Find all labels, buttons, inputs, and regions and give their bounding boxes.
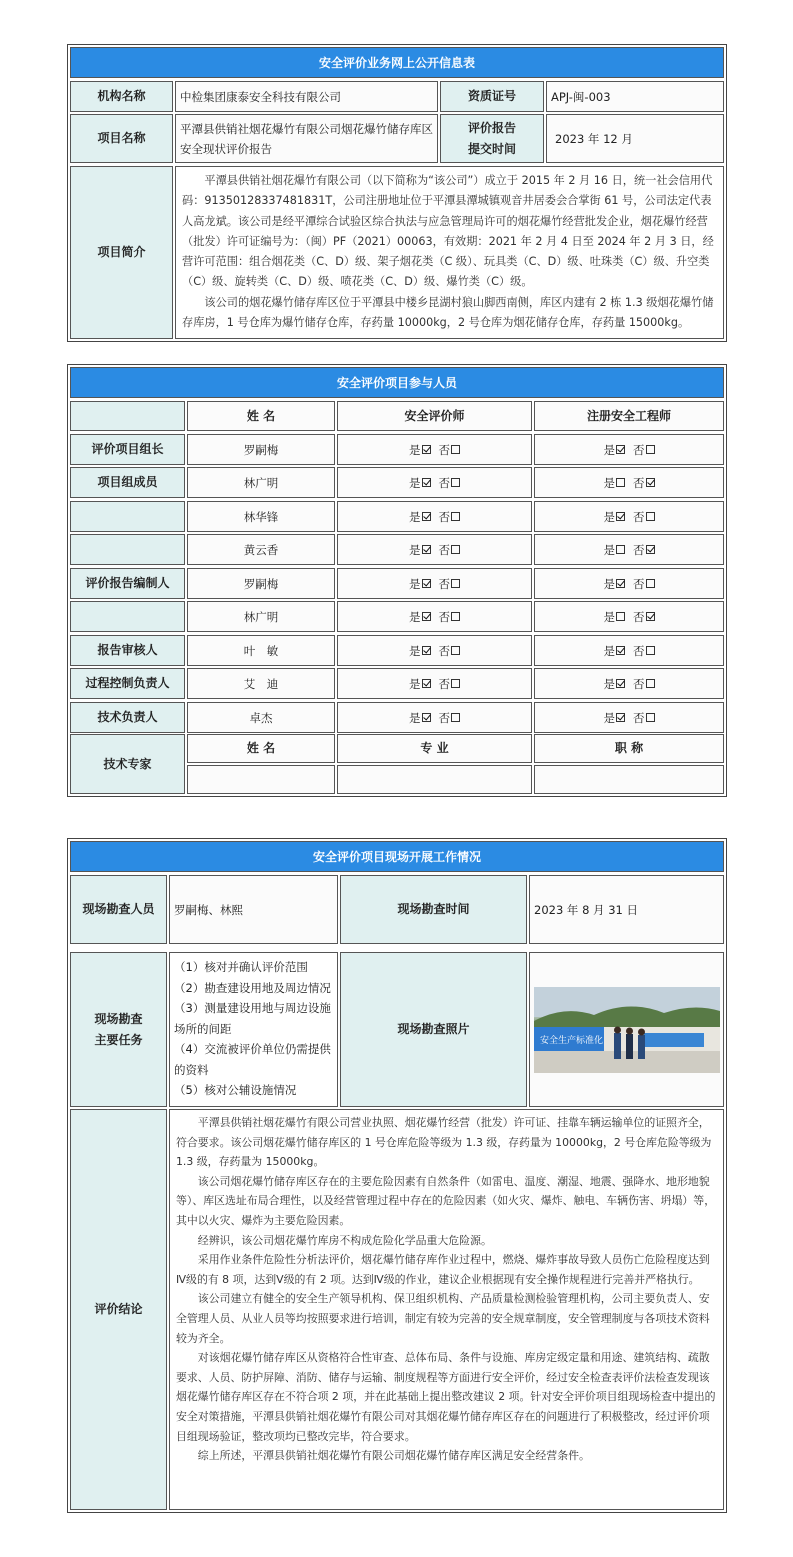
- evaluator-check-cell: [337, 568, 532, 599]
- checkbox-icon: [646, 713, 655, 722]
- checkbox-icon: [616, 478, 625, 487]
- checkbox-icon: [451, 445, 460, 454]
- report-time-label: [440, 114, 544, 163]
- checkbox-icon: [422, 713, 431, 722]
- role-cell: 技术负责人: [70, 702, 185, 733]
- no-label: 否: [633, 676, 645, 691]
- engineer-check-cell: [534, 501, 724, 532]
- evaluator-check-cell: [337, 702, 532, 733]
- expert-label: 技术专家: [70, 734, 185, 794]
- personnel-table: [67, 364, 727, 797]
- no-label: 否: [438, 643, 450, 658]
- conclusion-paragraph: 平潭县供销社烟花爆竹有限公司营业执照、烟花爆竹经营（批发）许可证、挂靠车辆运输单位的证照齐全，符合要求。该公司烟花爆竹储存库区的 1 号仓库危险等级为 1.3 级，存药量为 10000kg，2 号仓库危险等级为 1.3 级，存药量为 15000kg。: [176, 1116, 712, 1169]
- evaluator-check-cell: [337, 668, 532, 699]
- person-name-cell: 卓杰: [187, 702, 335, 733]
- evaluator-check-cell: [337, 434, 532, 465]
- photo-banner-text: 安全生产标准化: [540, 1036, 604, 1046]
- conclusion-paragraph: 综上所述，平潭县供销社烟花爆竹有限公司烟花爆竹储存库区满足安全经营条件。: [197, 1449, 590, 1463]
- no-label: 否: [438, 542, 450, 557]
- yes-label: 是: [603, 643, 615, 658]
- checkbox-icon: [451, 713, 460, 722]
- cert-label: 资质证号: [440, 81, 544, 112]
- evaluator-check-cell: [337, 501, 532, 532]
- checkbox-icon: [646, 545, 655, 554]
- checkbox-icon: [451, 512, 460, 521]
- person-name-cell: 艾 迪: [187, 668, 335, 699]
- role-cell: [70, 601, 185, 632]
- role-cell: [70, 501, 185, 532]
- evaluator-check-cell: [337, 467, 532, 498]
- role-cell: 报告审核人: [70, 635, 185, 666]
- checkbox-icon: [422, 679, 431, 688]
- tasks-label-line1: 现场勘查: [94, 1011, 143, 1026]
- yes-label: 是: [603, 710, 615, 725]
- tasks-label-line2: 主要任务: [94, 1032, 143, 1047]
- role-cell: 项目组成员: [70, 467, 185, 498]
- conclusion-paragraph: 对该烟花爆竹储存库区从资格符合性审查、总体布局、条件与设施、库房定级定量和用途、建筑结构、疏散要求、人员、防护屏障、消防、储存与运输、制度规程等方面进行安全评价，经过安全检查表评价法检查发现该烟花爆竹储存库区存在不符合项 2 项，并在此基础上提出整改建议 2 项。针对安全评价项目组现场检查中提出的安全对策措施，平潭县供销社烟花爆竹有限公司对其烟花爆竹储存库区存在的问题进行了积极整改，经过评价项目组现场验证，整改项均已整改完毕，符合要求。: [176, 1351, 716, 1443]
- survey-time-value: 2023 年 8 月 31 日: [529, 875, 724, 944]
- role-cell: 评价报告编制人: [70, 568, 185, 599]
- engineer-check-cell: [534, 534, 724, 565]
- checkbox-icon: [616, 713, 625, 722]
- yes-label: 是: [409, 710, 421, 725]
- engineer-check-cell: [534, 635, 724, 666]
- expert-name-value: [187, 765, 335, 794]
- survey-people-label: 现场勘查人员: [70, 875, 167, 944]
- checkbox-icon: [616, 646, 625, 655]
- no-label: 否: [633, 475, 645, 490]
- yes-label: 是: [409, 509, 421, 524]
- no-label: 否: [438, 509, 450, 524]
- col-evaluator-header: 安全评价师: [337, 401, 532, 431]
- yes-label: 是: [409, 576, 421, 591]
- expert-col-title: 职 称: [534, 734, 724, 763]
- checkbox-icon: [646, 445, 655, 454]
- person-name-cell: 罗嗣梅: [187, 568, 335, 599]
- yes-label: 是: [603, 609, 615, 624]
- report-time-label-line1: 评价报告: [467, 120, 516, 135]
- checkbox-icon: [422, 512, 431, 521]
- role-cell: 评价项目组长: [70, 434, 185, 465]
- personnel-table-title: 安全评价项目参与人员: [70, 367, 724, 398]
- cert-value: APJ-闽-003: [546, 81, 724, 112]
- no-label: 否: [633, 643, 645, 658]
- report-time-value: 2023 年 12 月: [546, 114, 724, 163]
- checkbox-icon: [616, 512, 625, 521]
- yes-label: 是: [603, 542, 615, 557]
- no-label: 否: [438, 442, 450, 457]
- header-blank: [70, 401, 185, 431]
- checkbox-icon: [646, 579, 655, 588]
- org-value: 中检集团康泰安全科技有限公司: [175, 81, 438, 112]
- engineer-check-cell: [534, 702, 724, 733]
- person-name-cell: 林华锋: [187, 501, 335, 532]
- checkbox-icon: [616, 612, 625, 621]
- no-label: 否: [438, 475, 450, 490]
- checkbox-icon: [451, 478, 460, 487]
- checkbox-icon: [616, 445, 625, 454]
- checkbox-icon: [451, 545, 460, 554]
- site-work-table: [67, 838, 727, 1513]
- evaluator-check-cell: [337, 601, 532, 632]
- checkbox-icon: [646, 512, 655, 521]
- conclusion-paragraph: 该公司烟花爆竹储存库区存在的主要危险因素有自然条件（如雷电、温度、潮湿、地震、强降水、地形地貌等）、库区选址布局合理性，以及经营管理过程中存在的危险因素（如火灾、爆炸、触电、车辆伤害、坍塌）等，其中以火灾、爆炸为主要危险因素。: [176, 1174, 716, 1227]
- survey-people-value: 罗嗣梅、林熙: [169, 875, 338, 944]
- checkbox-icon: [422, 646, 431, 655]
- expert-col-major: 专 业: [337, 734, 532, 763]
- conclusion-text: [169, 1109, 724, 1510]
- no-label: 否: [633, 609, 645, 624]
- task-item: （1）核对并确认评价范围: [174, 960, 308, 974]
- evaluator-check-cell: [337, 635, 532, 666]
- yes-label: 是: [603, 475, 615, 490]
- yes-label: 是: [409, 475, 421, 490]
- intro-text: [175, 166, 724, 339]
- checkbox-icon: [616, 545, 625, 554]
- engineer-check-cell: [534, 467, 724, 498]
- role-cell: 过程控制负责人: [70, 668, 185, 699]
- no-label: 否: [633, 509, 645, 524]
- intro-label: 项目简介: [70, 166, 173, 339]
- col-name-header: 姓 名: [187, 401, 335, 431]
- yes-label: 是: [409, 609, 421, 624]
- person-name-cell: 黄云香: [187, 534, 335, 565]
- role-cell: [70, 534, 185, 565]
- task-item: （5）核对公辅设施情况: [174, 1083, 297, 1097]
- expert-col-name: 姓 名: [187, 734, 335, 763]
- project-label: 项目名称: [70, 114, 173, 163]
- site-photo-image: [534, 987, 720, 1073]
- no-label: 否: [633, 576, 645, 591]
- yes-label: 是: [603, 676, 615, 691]
- conclusion-paragraph: 该公司建立有健全的安全生产领导机构、保卫组织机构、产品质量检测检验管理机构，公司主要负责人、安全管理人员、从业人员等均按照要求进行培训，制定有较为完善的安全规章制度，安全管理制度与各项技术资料较为齐全。: [176, 1292, 710, 1345]
- checkbox-icon: [646, 612, 655, 621]
- task-item: （2）勘查建设用地及周边情况: [174, 980, 331, 995]
- photo-label: 现场勘查照片: [340, 952, 527, 1107]
- intro-paragraph-2: 该公司的烟花爆竹储存库区位于平潭县中楼乡昆湖村狼山脚西南侧，库区内建有 2 栋 1.3 级烟花爆竹储存库房，1 号仓库为爆竹储存仓库，存药量 10000kg，2 号仓库为烟花储存仓库，存药量 15000kg。: [182, 295, 714, 330]
- person-name-cell: 叶 敏: [187, 635, 335, 666]
- tasks-list: [169, 952, 338, 1107]
- person-name-cell: 林广明: [187, 601, 335, 632]
- no-label: 否: [438, 609, 450, 624]
- yes-label: 是: [603, 442, 615, 457]
- conclusion-paragraph: 经辨识，该公司烟花爆竹库房不构成危险化学品重大危险源。: [197, 1233, 492, 1247]
- public-info-table: [67, 44, 727, 342]
- evaluator-check-cell: [337, 534, 532, 565]
- org-label: 机构名称: [70, 81, 173, 112]
- yes-label: 是: [603, 509, 615, 524]
- no-label: 否: [633, 442, 645, 457]
- checkbox-icon: [422, 545, 431, 554]
- yes-label: 是: [409, 676, 421, 691]
- checkbox-icon: [451, 646, 460, 655]
- table-title: 安全评价业务网上公开信息表: [70, 47, 724, 78]
- checkbox-icon: [422, 612, 431, 621]
- col-engineer-header: 注册安全工程师: [534, 401, 724, 431]
- checkbox-icon: [422, 478, 431, 487]
- engineer-check-cell: [534, 668, 724, 699]
- checkbox-icon: [616, 679, 625, 688]
- yes-label: 是: [409, 542, 421, 557]
- no-label: 否: [633, 710, 645, 725]
- project-value: 平潭县供销社烟花爆竹有限公司烟花爆竹储存库区安全现状评价报告: [175, 114, 438, 163]
- checkbox-icon: [646, 646, 655, 655]
- person-name-cell: 罗嗣梅: [187, 434, 335, 465]
- engineer-check-cell: [534, 434, 724, 465]
- task-item: （3）测量建设用地与周边设施场所的间距: [174, 1001, 331, 1036]
- no-label: 否: [438, 576, 450, 591]
- engineer-check-cell: [534, 601, 724, 632]
- checkbox-icon: [451, 679, 460, 688]
- engineer-check-cell: [534, 568, 724, 599]
- intro-paragraph-1: 平潭县供销社烟花爆竹有限公司（以下简称为“该公司”）成立于 2015 年 2 月 16 日，统一社会信用代码：91350128337481831T，公司注册地址位于平潭县潭城镇观音井居委会合掌街 61 号，公司法定代表人高龙斌。该公司是经平潭综合试验区综合执法与应急管理局许可的烟花爆竹经营批发企业，烟花爆竹经营（批发）许可证编号为：（闽）PF（2021）00063，有效期：2021 年 2 月 4 日至 2024 年 2 月 3 日，经营许可范围：组合烟花类（C、D）级、架子烟花类（C 级）、玩具类（C、D）级、吐珠类（C）级、升空类（C）级、旋转类（C、D）级、喷花类（C、D）级、爆竹类（C）级。: [182, 174, 714, 289]
- checkbox-icon: [422, 579, 431, 588]
- report-time-label-line2: 提交时间: [467, 141, 516, 156]
- conclusion-paragraph: 采用作业条件危险性分析法评价，烟花爆竹储存库作业过程中，燃烧、爆炸事故导致人员伤亡危险程度达到Ⅳ级的有 8 项，达到Ⅴ级的有 2 项。达到Ⅳ级的作业，建议企业根据现有安全操作规程进行完善并严格执行。: [176, 1253, 710, 1286]
- expert-title-value: [534, 765, 724, 794]
- yes-label: 是: [409, 442, 421, 457]
- tasks-label: [70, 952, 167, 1107]
- site-table-title: 安全评价项目现场开展工作情况: [70, 841, 724, 872]
- task-item: （4）交流被评价单位仍需提供的资料: [174, 1042, 331, 1077]
- no-label: 否: [438, 710, 450, 725]
- expert-major-value: [337, 765, 532, 794]
- conclusion-label: 评价结论: [70, 1109, 167, 1510]
- no-label: 否: [438, 676, 450, 691]
- yes-label: 是: [603, 576, 615, 591]
- checkbox-icon: [422, 445, 431, 454]
- yes-label: 是: [409, 643, 421, 658]
- person-name-cell: 林广明: [187, 467, 335, 498]
- checkbox-icon: [646, 478, 655, 487]
- checkbox-icon: [616, 579, 625, 588]
- photo-cell: [529, 952, 724, 1107]
- survey-time-label: 现场勘查时间: [340, 875, 527, 944]
- no-label: 否: [633, 542, 645, 557]
- checkbox-icon: [451, 612, 460, 621]
- checkbox-icon: [451, 579, 460, 588]
- checkbox-icon: [646, 679, 655, 688]
- site-photo: [534, 987, 720, 1073]
